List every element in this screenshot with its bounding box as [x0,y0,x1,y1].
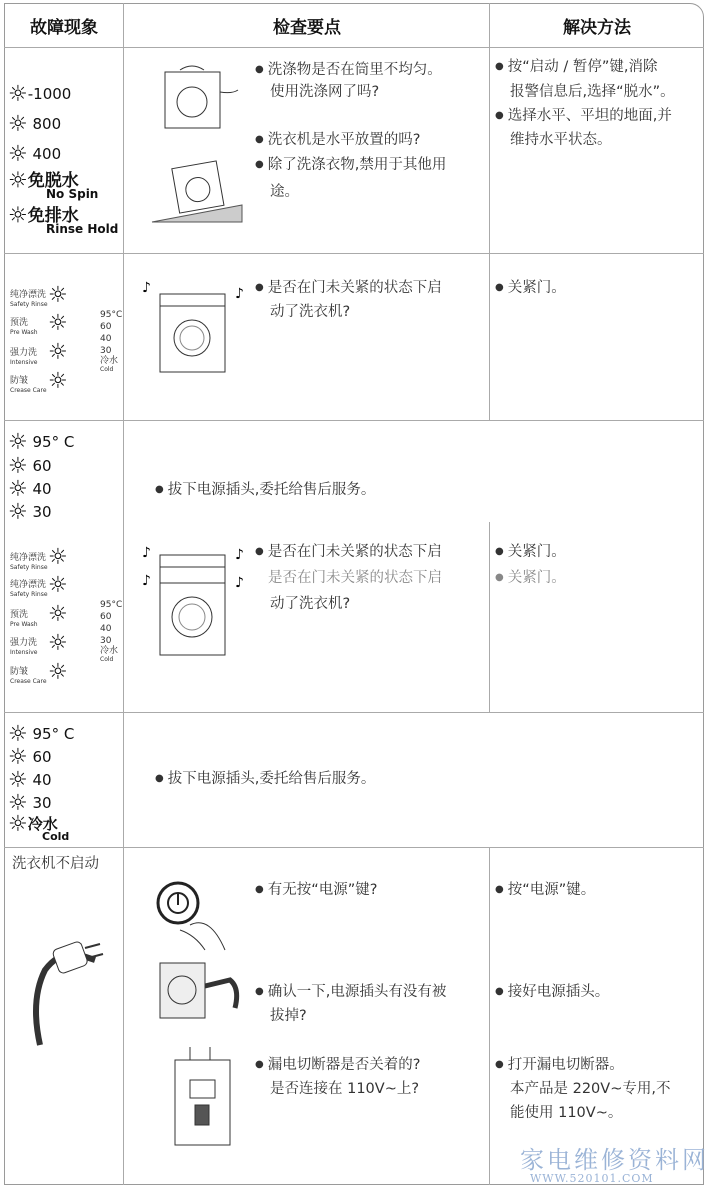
washer-tilted-illustration [150,150,245,225]
breaker-illustration [165,1045,245,1155]
wall-socket-illustration [150,958,240,1028]
header-solution: 解决方法 [563,18,631,38]
lamp-rinse-hold: 免排水 [27,206,79,226]
lamp-icon: ☼ [8,454,28,479]
watermark-url: WWW.520101.COM [530,1172,654,1185]
row1-check-2: ● 洗衣机是水平放置的吗? [255,128,420,154]
row1-check-1: ● 洗涤物是否在筒里不均匀。 [255,58,442,84]
row5-check-1: ● 有无按“电源”键? [255,878,377,904]
lamp-icon: ☼ [8,477,28,502]
row3-check-1b: 动了洗衣机? [270,596,351,612]
lamp-icon: ☼ [8,82,28,107]
lamp-icon: ☼ [8,112,28,137]
row5-check-3b: 是否连接在 110V~上? [270,1081,420,1097]
svg-text:♪: ♪ [142,545,151,561]
row3-check-ghost: 是否在门未关紧的状态下启 [268,570,442,586]
row5-check-2: ● 确认一下,电源插头有没有被 [255,980,446,1006]
lamp-icon: ☼ [48,369,68,394]
svg-text:♪: ♪ [235,547,244,563]
header-check: 检查要点 [273,18,341,38]
washer-door-open-illustration-2 [140,545,250,660]
row2-solution-1: ● 关紧门。 [495,276,566,302]
lamp-800: 800 [32,115,62,133]
lamp-no-spin-en: No Spin [46,187,99,201]
row5-solution-2: ● 接好电源插头。 [495,980,609,1006]
row3-check-1: ● 是否在门未关紧的状态下启 [255,540,442,566]
lamp-no-spin: 免脱水 [27,171,79,191]
lamp-icon: ☼ [8,500,28,525]
row3-service-text: ● 拔下电源插头,委托给售后服务。 [155,478,375,504]
lamp-400: 400 [32,145,62,163]
header-symptom: 故障现象 [30,18,98,38]
lamp-1000: -1000 [27,85,72,103]
power-button-illustration [150,875,230,955]
lamp-icon: ☼ [8,168,28,194]
row1-solution-1: ● 按“启动 / 暂停”键,消除 [495,55,657,81]
row2-check-1: ● 是否在门未关紧的状态下启 [255,276,442,302]
lamp-rinse-hold-en: Rinse Hold [46,222,119,236]
washer-unbalanced-illustration [160,62,240,132]
row1-solution-1b: 报警信息后,选择“脱水”。 [510,84,675,100]
row1-check-3b: 途。 [270,184,299,200]
row3-solution-1: ● 关紧门。 [495,540,566,566]
lamp-icon: ☼ [8,768,28,793]
row4-service-text: ● 拔下电源插头,委托给售后服务。 [155,767,375,793]
svg-text:♪: ♪ [142,573,151,589]
row3-solution-ghost: ● 关紧门。 [495,566,566,592]
lamp-icon: ☼ [8,203,28,229]
svg-text:♪: ♪ [235,575,244,591]
lamp-icon: ☼ [8,791,28,816]
svg-text:♪: ♪ [235,286,244,302]
watermark-title: 家电维修资料网 [520,1146,709,1174]
svg-text:♪: ♪ [142,280,151,296]
lamp-icon: ☼ [8,430,28,455]
row5-symptom: 洗衣机不启动 [12,856,99,872]
washer-door-open-illustration [140,280,250,375]
row5-solution-1: ● 按“电源”键。 [495,878,595,904]
row5-check-3: ● 漏电切断器是否关着的? [255,1053,420,1079]
lamp-icon: ☼ [48,340,68,365]
row5-solution-3b: 本产品是 220V~专用,不 [510,1081,671,1097]
row2-check-1b: 动了洗衣机? [270,304,351,320]
row5-solution-3: ● 打开漏电切断器。 [495,1053,624,1079]
power-plug-illustration [20,940,105,1050]
lamp-icon: ☼ [8,142,28,167]
row1-check-3: ● 除了洗涤衣物,禁用于其他用 [255,153,446,179]
lamp-icon: ☼ [8,745,28,770]
row5-solution-3c: 能使用 110V~。 [510,1105,623,1121]
row1-solution-2b: 维持水平状态。 [510,132,612,148]
lamp-icon: ☼ [48,283,68,308]
row1-check-1b: 使用洗涤网了吗? [270,84,380,100]
lamp-icon: ☼ [8,812,28,837]
lamp-icon: ☼ [8,722,28,747]
table-frame [4,3,704,1185]
lamp-icon: ☼ [48,311,68,336]
row5-check-2b: 拔掉? [270,1008,307,1024]
row1-solution-2: ● 选择水平、平坦的地面,并 [495,104,672,130]
